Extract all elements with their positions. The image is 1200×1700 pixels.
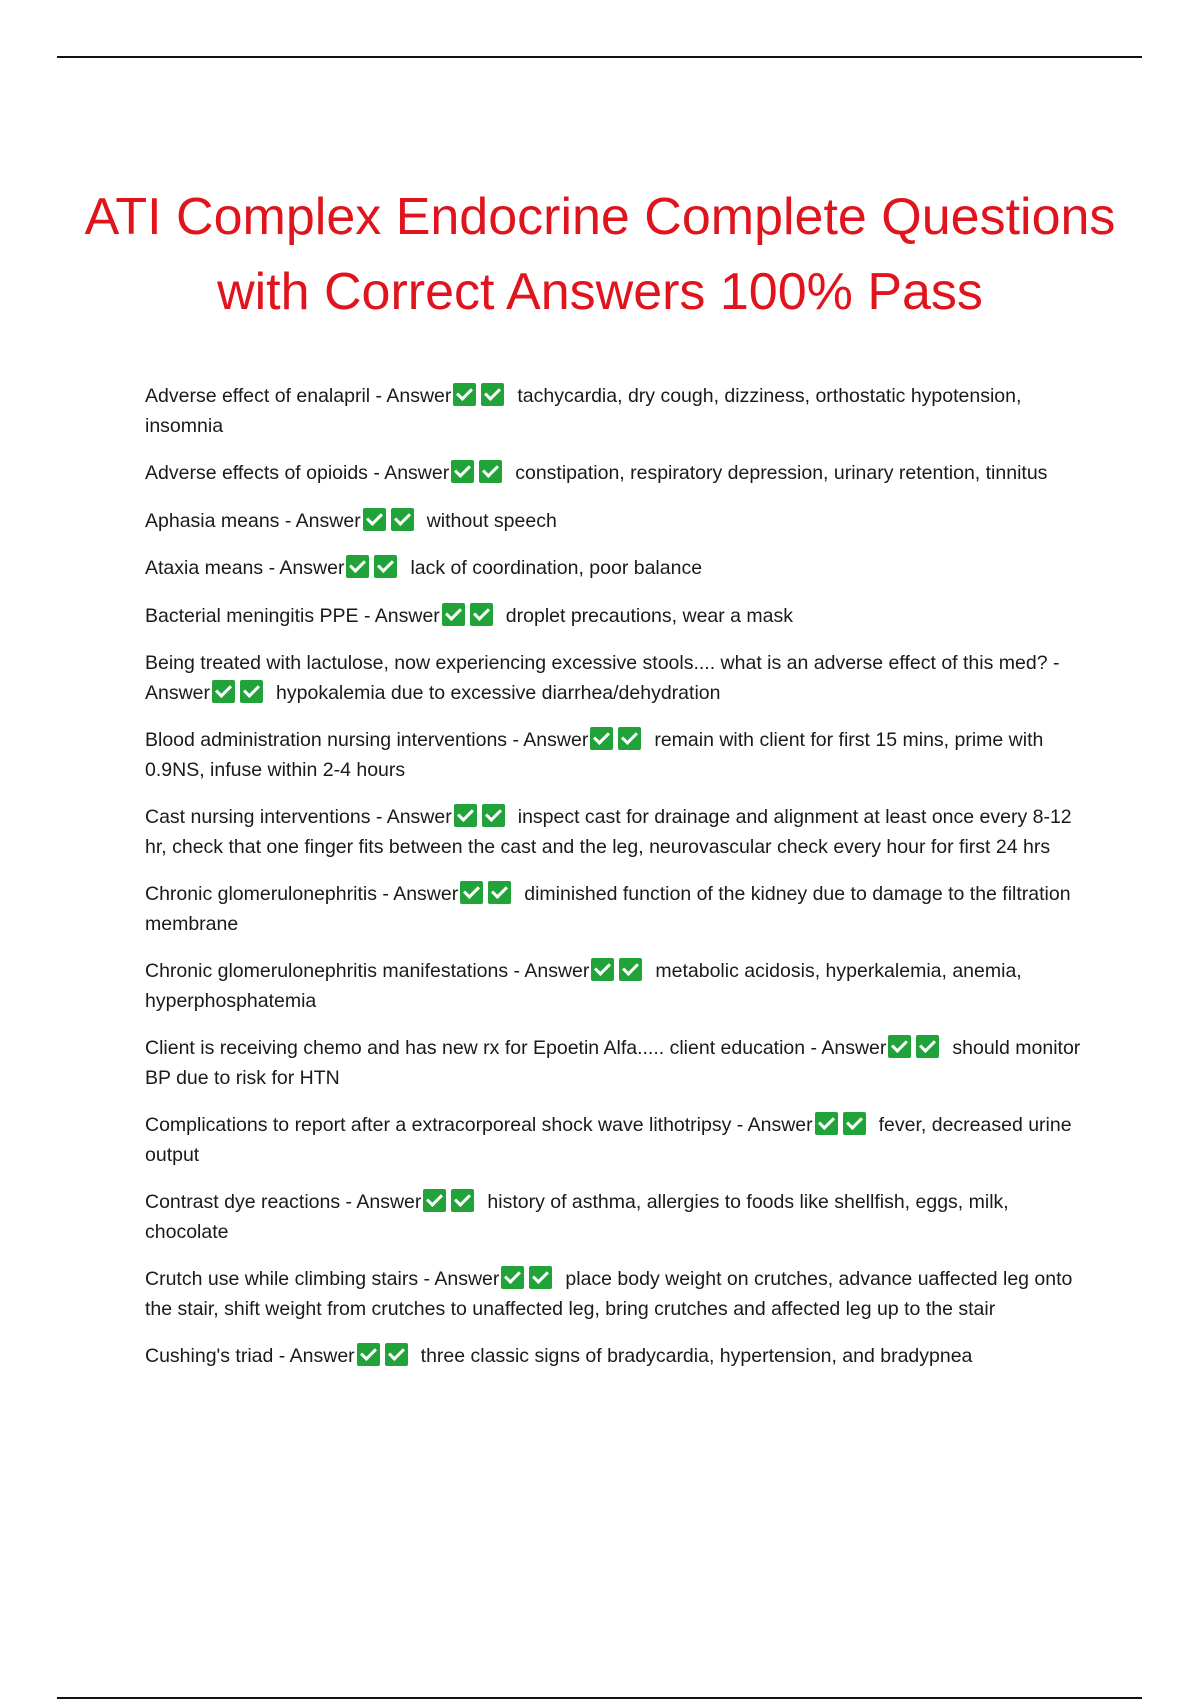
- checks-group: [499, 1268, 557, 1290]
- answer-marker: - Answer: [375, 385, 452, 407]
- check-mark-button-icon: [451, 1189, 474, 1212]
- answer-marker: - Answer: [145, 652, 1060, 704]
- check-mark-button-icon: [501, 1266, 524, 1289]
- qa-item: [145, 602, 1090, 632]
- check-mark-button-icon: [442, 603, 465, 626]
- checks-group: [452, 806, 510, 828]
- qa-item: [145, 459, 1090, 489]
- check-mark-button-icon: [843, 1112, 866, 1135]
- qa-item: [145, 554, 1090, 584]
- question-text: Adverse effect of enalapril: [145, 385, 371, 407]
- answer-marker: - Answer: [345, 1191, 422, 1213]
- answer-marker: - Answer: [268, 557, 345, 579]
- answer-marker: - Answer: [423, 1268, 500, 1290]
- check-mark-button-icon: [488, 881, 511, 904]
- checks-group: [813, 1114, 871, 1136]
- check-mark-button-icon: [385, 1343, 408, 1366]
- qa-item: [145, 1034, 1090, 1093]
- question-text: Bacterial meningitis PPE: [145, 604, 359, 627]
- question-text: Complications to report after a extracorporeal shock wave lithotripsy: [145, 1114, 732, 1136]
- answer-marker: - Answer: [736, 1114, 813, 1136]
- answer-marker: - Answer: [373, 462, 450, 484]
- qa-list: [145, 382, 1090, 1390]
- question-text: Adverse effects of opioids: [145, 462, 368, 484]
- qa-item: [145, 1188, 1090, 1247]
- check-mark-button-icon: [212, 680, 235, 703]
- answer-marker: - Answer: [513, 960, 590, 982]
- document-title: ATI Complex Endocrine Complete Questions with Correct Answers 100% Pass: [84, 187, 1116, 321]
- answer-marker: - Answer: [363, 604, 440, 627]
- checks-group: [451, 385, 509, 407]
- question-text: Chronic glomerulonephritis: [145, 883, 377, 905]
- check-mark-button-icon: [357, 1343, 380, 1366]
- answer-text: remain with client for first 15 mins, prime with 0.9NS, infuse within 2-4 hours: [145, 729, 1044, 781]
- check-mark-button-icon: [470, 603, 493, 626]
- qa-item: [145, 726, 1090, 785]
- checks-group: [449, 462, 507, 484]
- answer-text: lack of coordination, poor balance: [410, 557, 703, 579]
- qa-item: [145, 382, 1090, 441]
- answer-text: tachycardia, dry cough, dizziness, orthostatic hypotension, insomnia: [145, 385, 1022, 437]
- check-mark-button-icon: [481, 383, 504, 406]
- answer-text: metabolic acidosis, hyperkalemia, anemia, hyperphosphatemia: [145, 960, 1022, 1012]
- question-text: Client is receiving chemo and has new rx for Epoetin Alfa..... client education: [145, 1037, 806, 1059]
- qa-item: [145, 649, 1090, 708]
- answer-text: should monitor BP due to risk for HTN: [145, 1037, 1081, 1089]
- question-text: Aphasia means: [145, 509, 280, 532]
- check-mark-button-icon: [346, 555, 369, 578]
- qa-item: [145, 507, 1090, 537]
- question-text: Blood administration nursing interventions: [145, 729, 508, 751]
- answer-marker: - Answer: [382, 883, 459, 905]
- checks-group: [589, 960, 647, 982]
- answer-text: place body weight on crutches, advance uaffected leg onto the stair, shift weight from crutches to unaffected leg, bring crutches and affected leg up to the stair: [145, 1268, 1073, 1320]
- answer-text: droplet precautions, wear a mask: [505, 604, 794, 627]
- check-mark-button-icon: [619, 958, 642, 981]
- check-mark-button-icon: [591, 958, 614, 981]
- question-text: Chronic glomerulonephritis manifestations: [145, 960, 509, 982]
- check-mark-button-icon: [815, 1112, 838, 1135]
- qa-item: [145, 1342, 1090, 1372]
- check-mark-button-icon: [590, 727, 613, 750]
- answer-text: hypokalemia due to excessive diarrhea/dehydration: [276, 681, 721, 704]
- checks-group: [440, 605, 498, 627]
- answer-marker: - Answer: [375, 806, 452, 828]
- checks-group: [361, 510, 419, 532]
- answer-text: diminished function of the kidney due to damage to the filtration membrane: [145, 883, 1071, 935]
- checks-group: [344, 557, 402, 579]
- qa-item: [145, 803, 1090, 862]
- check-mark-button-icon: [460, 881, 483, 904]
- answer-text: inspect cast for drainage and alignment at least once every 8-12 hr, check that one finger fits between the cast and the leg, neurovascular check every hour for first 24 hrs: [145, 806, 1072, 858]
- qa-item: [145, 1265, 1090, 1324]
- check-mark-button-icon: [479, 460, 502, 483]
- checks-group: [355, 1345, 413, 1367]
- answer-marker: - Answer: [512, 729, 589, 751]
- bottom-rule: [57, 1697, 1142, 1699]
- answer-marker: - Answer: [810, 1037, 887, 1059]
- qa-item: [145, 880, 1090, 939]
- check-mark-button-icon: [391, 508, 414, 531]
- qa-item: [145, 957, 1090, 1016]
- check-mark-button-icon: [916, 1035, 939, 1058]
- answer-text: without speech: [426, 509, 557, 532]
- question-text: Cast nursing interventions: [145, 806, 371, 828]
- check-mark-button-icon: [454, 804, 477, 827]
- checks-group: [458, 883, 516, 905]
- answer-marker: - Answer: [278, 1345, 355, 1367]
- check-mark-button-icon: [453, 383, 476, 406]
- check-mark-button-icon: [451, 460, 474, 483]
- answer-text: constipation, respiratory depression, urinary retention, tinnitus: [515, 462, 1048, 484]
- checks-group: [210, 682, 268, 704]
- check-mark-button-icon: [618, 727, 641, 750]
- check-mark-button-icon: [374, 555, 397, 578]
- qa-item: [145, 1111, 1090, 1170]
- checks-group: [886, 1037, 944, 1059]
- check-mark-button-icon: [529, 1266, 552, 1289]
- check-mark-button-icon: [888, 1035, 911, 1058]
- checks-group: [588, 729, 646, 751]
- check-mark-button-icon: [240, 680, 263, 703]
- check-mark-button-icon: [423, 1189, 446, 1212]
- check-mark-button-icon: [482, 804, 505, 827]
- question-text: Crutch use while climbing stairs: [145, 1268, 419, 1290]
- top-rule: [57, 56, 1142, 58]
- checks-group: [421, 1191, 479, 1213]
- question-text: Cushing's triad: [145, 1345, 274, 1367]
- answer-text: three classic signs of bradycardia, hypertension, and bradypnea: [420, 1345, 973, 1367]
- question-text: Being treated with lactulose, now experiencing excessive stools.... what is an adverse effect of this med?: [145, 652, 1048, 674]
- answer-marker: - Answer: [284, 509, 361, 532]
- answer-text: history of asthma, allergies to foods like shellfish, eggs, milk, chocolate: [145, 1191, 1009, 1243]
- question-text: Contrast dye reactions: [145, 1191, 341, 1213]
- check-mark-button-icon: [363, 508, 386, 531]
- question-text: Ataxia means: [145, 557, 264, 579]
- answer-text: fever, decreased urine output: [145, 1114, 1072, 1166]
